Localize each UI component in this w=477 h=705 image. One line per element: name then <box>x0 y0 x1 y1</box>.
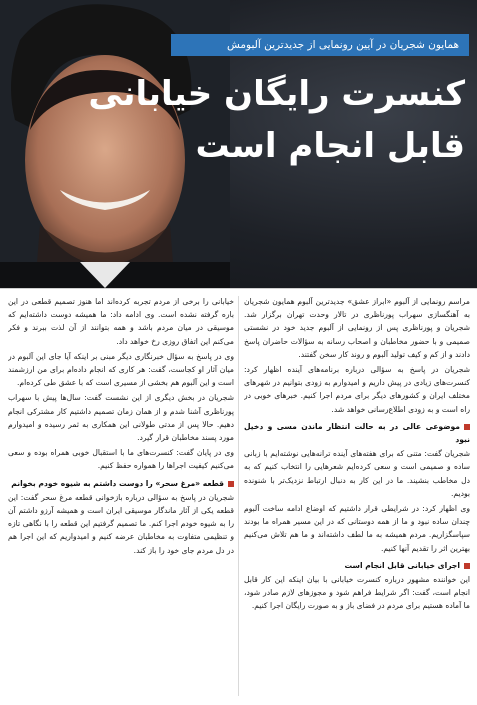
bullet-square-icon <box>464 424 470 430</box>
section-subhead: قطعه «مرغ سحر» را دوست داشتم به شیوه خودم بخوانم <box>8 477 234 490</box>
section-subhead: موضوعی عالی در به حالت انتظار ماندن مسی و دخیل نبود <box>244 421 470 445</box>
section-subhead: اجرای خیابانی قابل انجام است <box>244 559 470 572</box>
paragraph: مراسم رونمایی از آلبوم «ابراز عشق» جدیدترین آلبوم همایون شجریان به آهنگسازی سهراب پورناظری در تالار وحدت تهران برگزار شد. شجریان و پورناظری پس از رونمایی از آلبوم جدید خود در نشستی صمیمی و با حضور مخاطبان و اصحاب رسانه به سؤالات حاضران پاسخ دادند و از کم و کیف تولید آلبوم و روند کار سخن گفتند. <box>244 297 470 359</box>
article-headline <box>88 68 465 172</box>
left-column <box>8 295 234 699</box>
article-kicker: همایون شجریان در آیین رونمایی از جدیدترین آلبومش <box>171 34 469 56</box>
paragraph: وی در پایان گفت: کنسرت‌های ما با استقبال خوبی همراه بوده و سعی می‌کنیم کیفیت اجراها را همواره حفظ کنیم. <box>8 448 234 471</box>
bullet-square-icon <box>464 563 470 569</box>
bullet-square-icon <box>228 481 234 487</box>
paragraph: شجریان گفت: متنی که برای هفته‌های آینده ترانه‌هایی نوشته‌ایم با زبانی ساده و صمیمی است و سعی کرده‌ایم شعرهایی را انتخاب کنیم که به دل مخاطب بنشیند. ما در این کار به دنبال ارتباط نزدیک‌تر با شنونده بودیم. <box>244 449 470 498</box>
headline-line-1: کنسرت رایگان خیابانی <box>88 74 465 114</box>
paragraph: وی اظهار کرد: در شرایطی قرار داشتیم که اوضاع ادامه ساخت آلبوم چندان ساده نبود و ما از همه دوستانی که در این مسیر همراه ما بودند سپاسگزاریم. مردم همیشه به ما لطف داشته‌اند و ما هم تلاش می‌کنیم بهترین اثر را تقدیم آنها کنیم. <box>244 504 470 553</box>
paragraph: شجریان در بخش دیگری از این نشست گفت: سال‌ها پیش با سهراب پورناظری آشنا شدم و از همان زمان تصمیم داشتیم کار مشترکی انجام دهیم. حالا پس از مدتی طولانی این همکاری به ثمر رسیده و امیدوارم مورد پسند مخاطبان قرار گیرد. <box>8 393 234 443</box>
column-divider <box>238 296 239 696</box>
paragraph: وی در پاسخ به سؤال خبرنگاری دیگر مبنی بر اینکه آیا جای این آلبوم در میان آثار او کجاست، گفت: هر کاری که انجام داده‌ام برای من ارزشمند است و این آلبوم هم بخشی از مسیری است که با عشق طی کرده‌ام. <box>8 351 234 388</box>
paragraph: این خواننده مشهور درباره کنسرت خیابانی با بیان اینکه این کار قابل انجام است، گفت: اگر شرایط فراهم شود و مجوزهای لازم صادر شود، ما آماده هستیم برای مردم در فضای باز و به صورت رایگان اجرا کنیم. <box>244 575 470 611</box>
headline-line-2: قابل انجام است <box>195 126 465 166</box>
right-column <box>244 295 470 699</box>
hero-photo <box>0 0 477 288</box>
paragraph: شجریان در پاسخ به سؤالی درباره برنامه‌های آینده اظهار کرد: کنسرت‌های زیادی در پیش داریم و امیدوارم به زودی بتوانیم در شهرهای مختلف ایران و کشورهای دیگر برای مردم اجرا کنیم. خبرهای خوبی در راه است و به زودی اطلاع‌رسانی خواهد شد. <box>244 365 470 414</box>
paragraph: خیابانی را برخی از مردم تجربه کرده‌اند اما هنوز تصمیم قطعی در این باره گرفته نشده است. وی ادامه داد: ما همیشه دوست داشته‌ایم که موسیقی در میان مردم باشد و همه بتوانند از آن لذت ببرند و فکر می‌کنم این اتفاق روزی رخ خواهد داد. <box>8 297 234 346</box>
paragraph: شجریان در پاسخ به سؤالی درباره بازخوانی قطعه مرغ سحر گفت: این قطعه یکی از آثار ماندگار موسیقی ایران است و همیشه آرزو داشتم آن را به شیوه خودم اجرا کنم. ما تصمیم گرفتیم این قطعه را با نگاهی تازه و تنظیمی متفاوت به مخاطبان عرضه کنیم و امیدواریم که این اجرا هم در دل مردم جای خود را باز کند. <box>8 492 234 555</box>
